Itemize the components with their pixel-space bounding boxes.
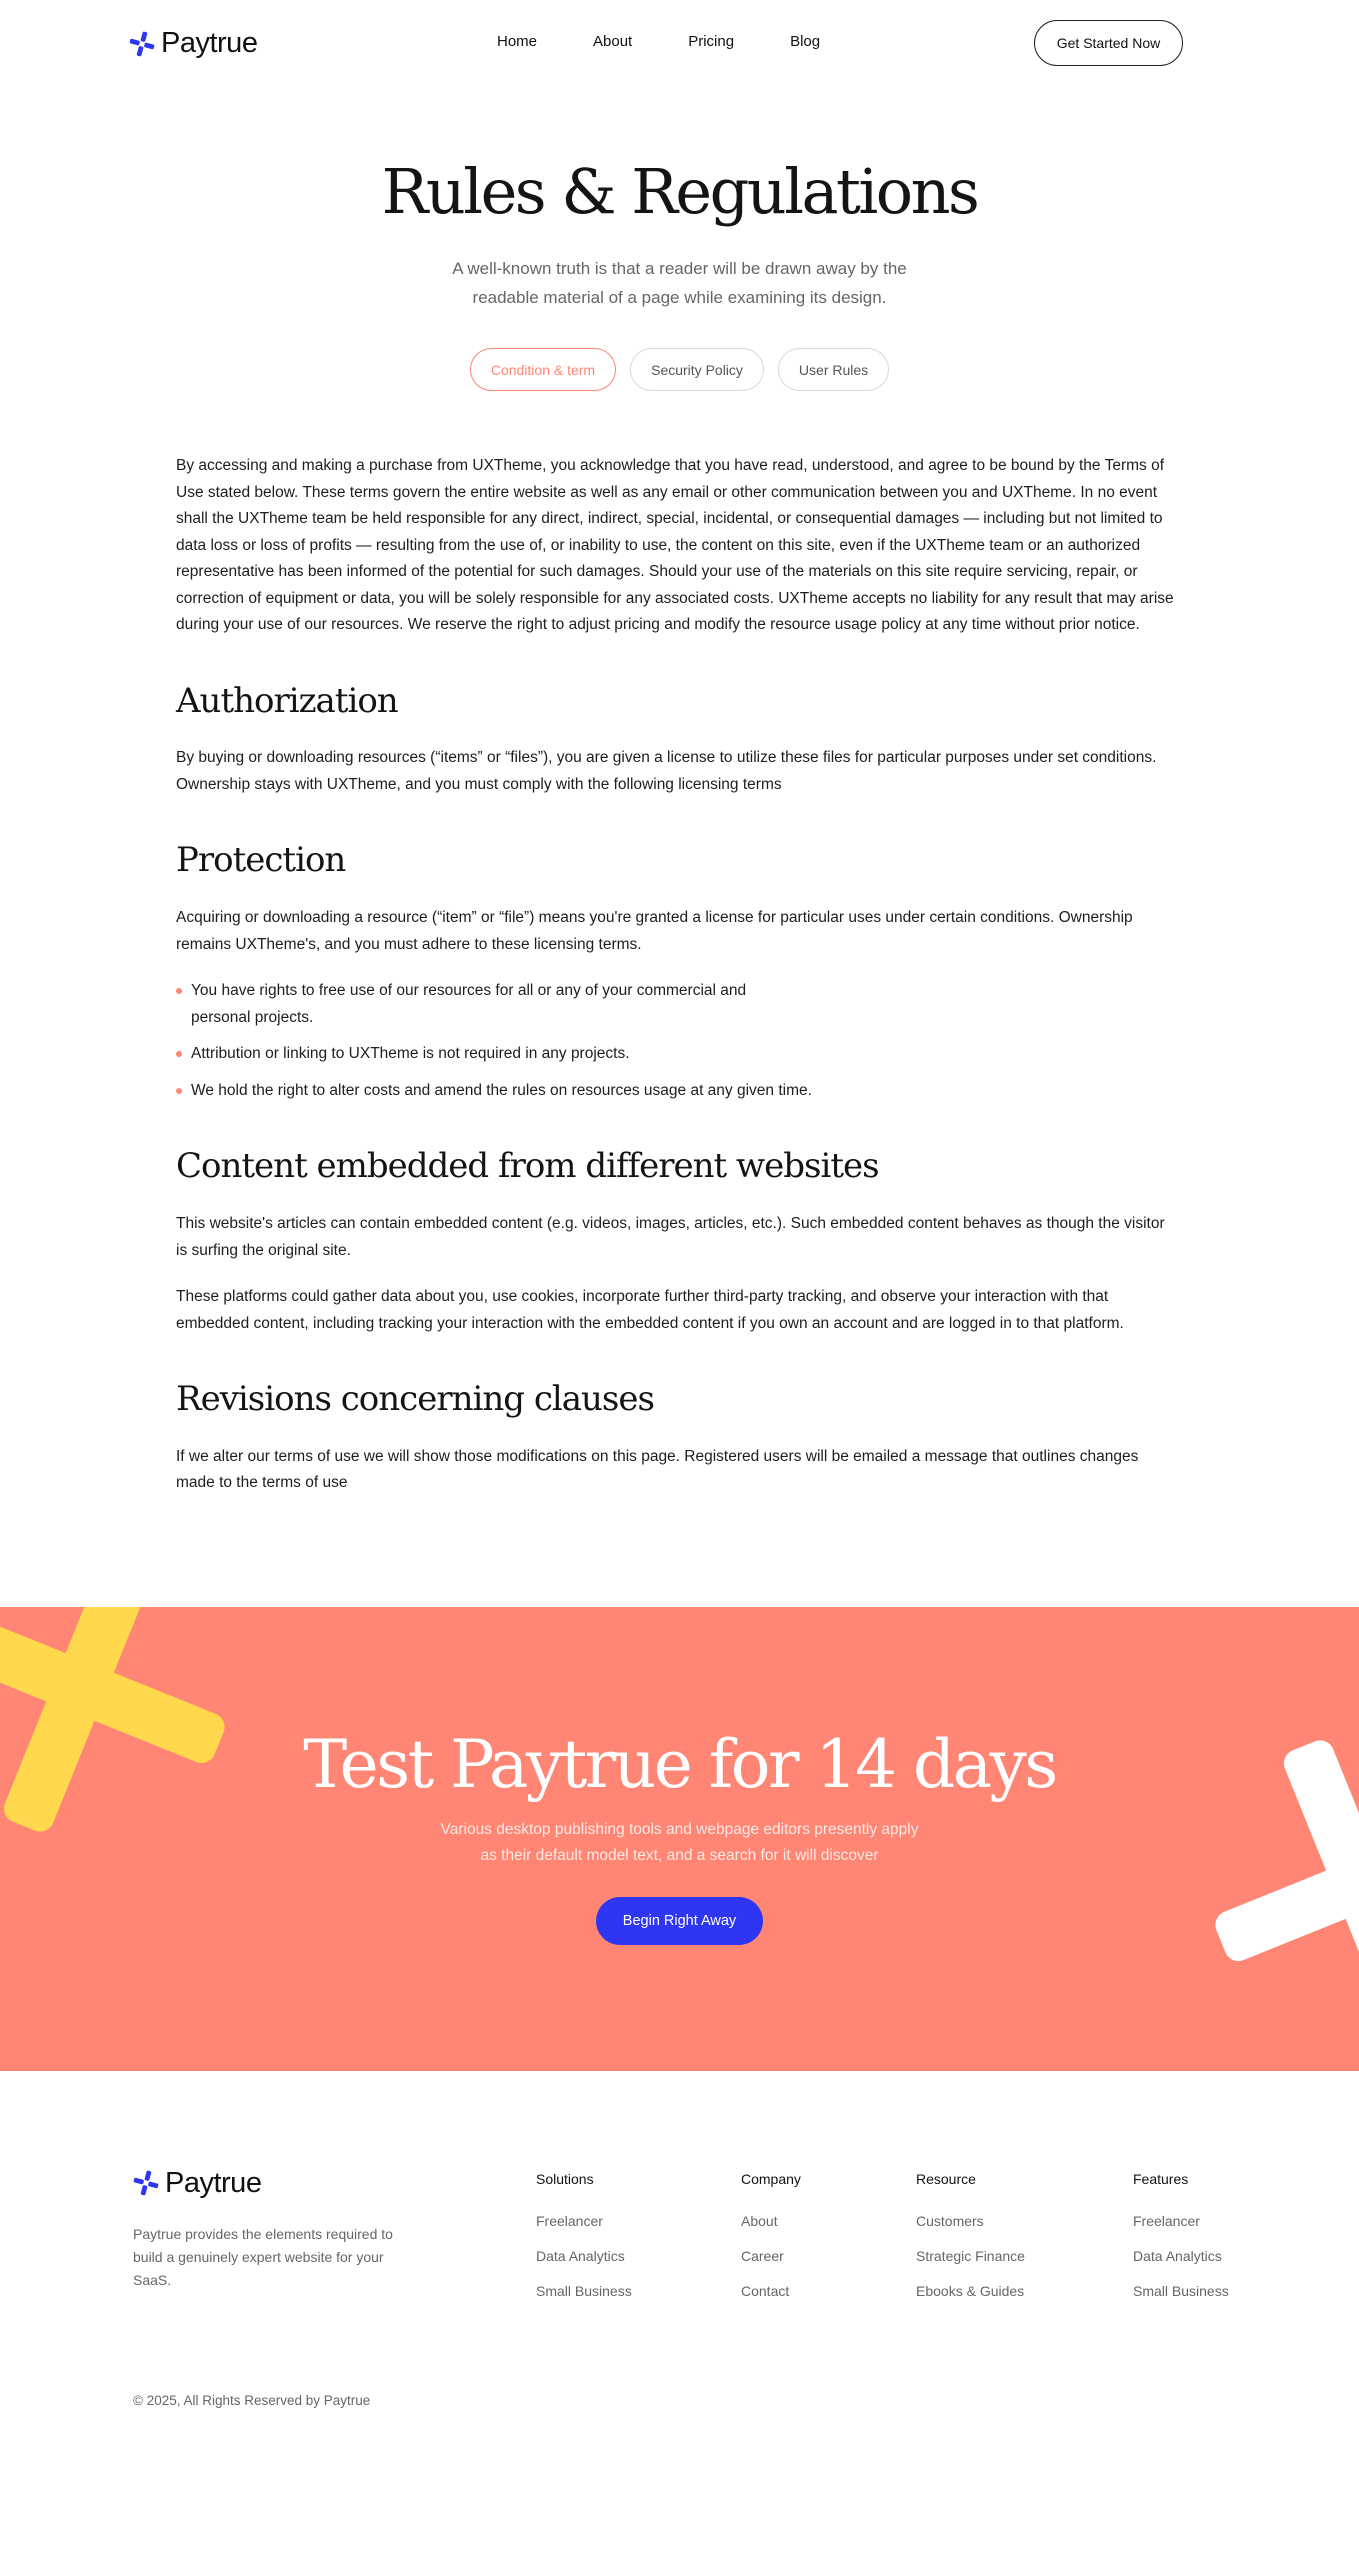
footer-column-title: Features — [1133, 2170, 1189, 2187]
nav-about[interactable]: About — [593, 33, 633, 50]
copyright-text: © 2025, All Rights Reserved by Paytrue — [133, 2392, 371, 2408]
section-title-authorization: Authorization — [176, 680, 398, 721]
footer-link[interactable]: Data Analytics — [1133, 2247, 1222, 2264]
footer-column-company — [741, 2171, 801, 2318]
footer-link[interactable]: Customers — [916, 2212, 984, 2229]
site-header — [0, 0, 1359, 86]
brand-name: Paytrue — [161, 27, 258, 59]
footer-description: Paytrue provides the elements required to build a genuinely expert website for your SaaS. — [133, 2225, 393, 2288]
footer-link[interactable]: Contact — [741, 2282, 790, 2299]
nav-pricing[interactable]: Pricing — [688, 33, 735, 50]
page-title: Rules & Regulations — [381, 155, 978, 228]
nav-blog[interactable]: Blog — [790, 33, 821, 50]
page-subtitle: A well-known truth is that a reader will be drawn away by the readable material of a page while examining its design. — [452, 259, 907, 308]
section-title-revisions: Revisions concerning clauses — [176, 1379, 654, 1420]
footer-logo[interactable] — [133, 2167, 261, 2200]
embedded-text-2: These platforms could gather data about you, use cookies, incorporate further third-party tracking, and observe your interaction with that embedded content, including tracking your interaction with the embedded content if you own an account and are logged in to that platform. — [176, 1288, 1124, 1332]
pinwheel-logo-icon — [129, 31, 155, 57]
terms-content — [176, 453, 1176, 1497]
footer-brand-name: Paytrue — [165, 2166, 262, 2199]
nav-home[interactable]: Home — [497, 33, 538, 50]
footer-link[interactable]: Career — [741, 2247, 784, 2264]
begin-right-away-button[interactable]: Begin Right Away — [596, 1897, 763, 1945]
tab-user-rules[interactable]: User Rules — [778, 348, 889, 391]
protection-text: Acquiring or downloading a resource (“item” or “file”) means you're granted a license for particular uses under certain conditions. Ownership remains UXTheme's, and you must adhere to these licensing terms. — [176, 909, 1133, 953]
section-title-embedded: Content embedded from different websites — [176, 1146, 879, 1187]
trial-promo-banner — [0, 1607, 1359, 2071]
policy-tabs — [0, 348, 1359, 391]
footer-column-title: Company — [741, 2170, 801, 2187]
footer-column-title: Solutions — [536, 2170, 594, 2187]
main-nav — [497, 33, 876, 50]
footer-link[interactable]: Freelancer — [1133, 2212, 1200, 2229]
brand-logo[interactable] — [129, 27, 257, 60]
footer-link[interactable]: About — [741, 2212, 778, 2229]
pinwheel-logo-icon — [133, 2170, 159, 2196]
section-title-protection: Protection — [176, 840, 346, 881]
list-item: We hold the right to alter costs and amend the rules on resources usage at any given time. — [176, 1078, 1176, 1105]
footer-column-resource — [916, 2171, 1025, 2318]
embedded-text-1: This website's articles can contain embedded content (e.g. videos, images, articles, etc.). Such embedded content behaves as though the visitor is surfing the original site. — [176, 1215, 1165, 1259]
footer-column-features — [1133, 2171, 1229, 2318]
footer-link[interactable]: Freelancer — [536, 2212, 603, 2229]
promo-text: Various desktop publishing tools and webpage editors presently apply as their default model text, and a search for it will discover — [440, 1821, 919, 1865]
bullet-dot-icon — [176, 1088, 182, 1094]
bullet-dot-icon — [176, 988, 182, 994]
bullet-dot-icon — [176, 1051, 182, 1057]
authorization-text: By buying or downloading resources (“items” or “files”), you are given a license to utilize these files for particular purposes under set conditions. Ownership stays with UXTheme, and you must comply with the following licensing terms — [176, 749, 1157, 793]
promo-title: Test Paytrue for 14 days — [303, 1725, 1056, 1803]
revisions-text: If we alter our terms of use we will show those modifications on this page. Registered users will be emailed a message that outlines changes made to the terms of use — [176, 1447, 1139, 1492]
list-item: You have rights to free use of our resources for all or any of your commercial and personal projects. — [176, 978, 796, 1031]
get-started-button[interactable]: Get Started Now — [1034, 20, 1183, 66]
footer-column-solutions — [536, 2171, 632, 2318]
protection-list — [176, 978, 1176, 1104]
intro-paragraph: By accessing and making a purchase from UXTheme, you acknowledge that you have read, understood, and agree to be bound by the Terms of Use stated below. These terms govern the entire website as well as any email or other communication between you and UXTheme. In no event shall the UXTheme team be held responsible for any direct, indirect, special, incidental, or consequential damages — including but not limited to data loss or loss of profits — resulting from the use of, or inability to use, the content on this site, even if the UXTheme team or an authorized representative has been informed of the potential for such damages. Should your use of the materials on this site require servicing, repair, or correction of equipment or data, you will be solely responsible for any associated costs. UXTheme accepts no liability for any result that may arise during your use of our resources. We reserve the right to adjust pricing and modify the resource usage policy at any time without prior notice. — [176, 457, 1174, 634]
footer-link[interactable]: Small Business — [1133, 2282, 1229, 2299]
list-item: Attribution or linking to UXTheme is not required in any projects. — [176, 1041, 1176, 1068]
hero-section — [0, 86, 1359, 391]
footer-column-title: Resource — [916, 2170, 976, 2187]
footer-link[interactable]: Strategic Finance — [916, 2247, 1025, 2264]
footer-link[interactable]: Ebooks & Guides — [916, 2282, 1025, 2299]
site-footer — [0, 2071, 1359, 2531]
tab-security-policy[interactable]: Security Policy — [630, 348, 764, 391]
tab-condition-term[interactable]: Condition & term — [470, 348, 616, 391]
footer-link[interactable]: Small Business — [536, 2282, 632, 2299]
footer-link[interactable]: Data Analytics — [536, 2247, 625, 2264]
